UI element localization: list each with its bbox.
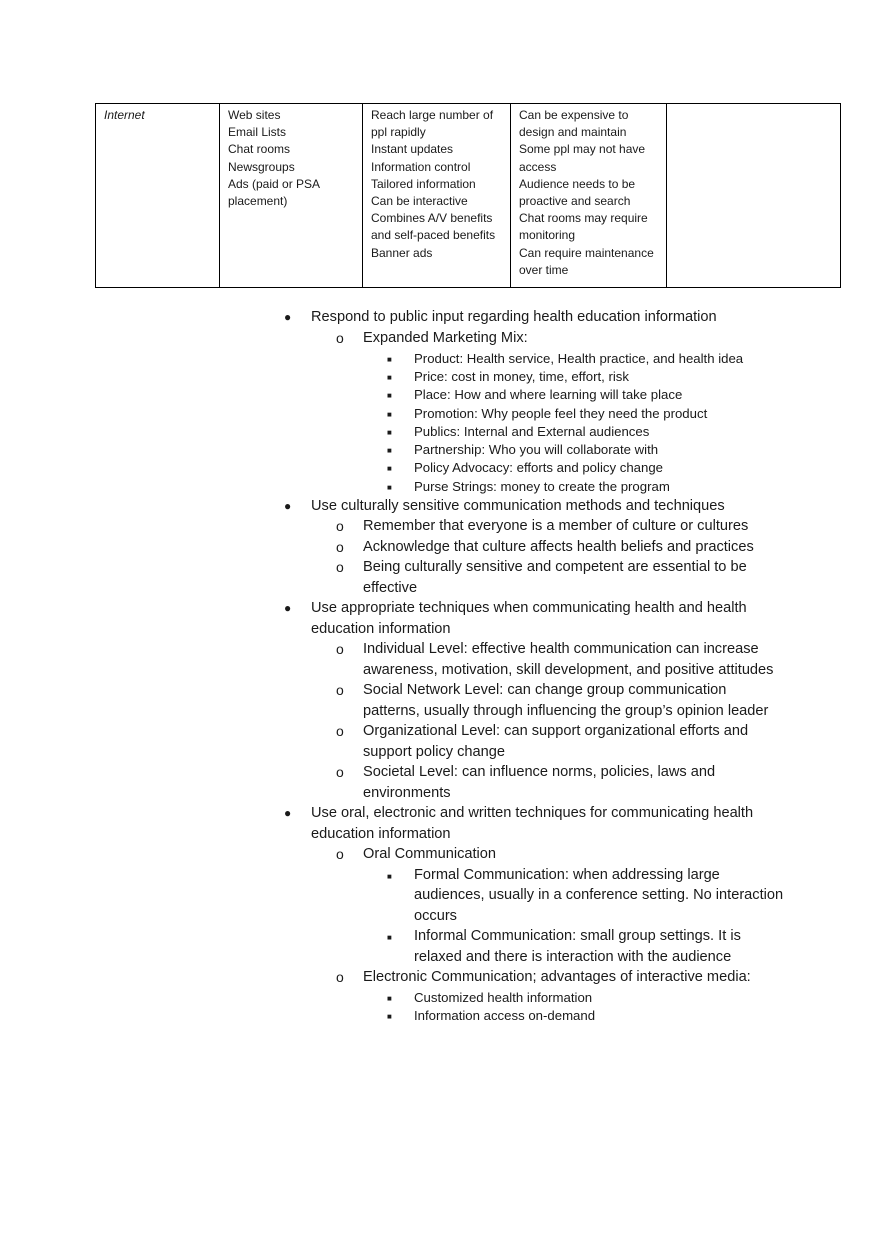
advantage-line: Banner ads: [371, 245, 433, 260]
list-item: [387, 1008, 596, 1023]
sub-marker: o: [336, 846, 344, 862]
advantage-line: Information control: [371, 159, 471, 174]
list-item-text: Social Network Level: can change group communication: [363, 682, 727, 698]
method-line: Chat rooms: [228, 142, 291, 157]
advantage-line: Tailored information: [371, 176, 476, 191]
disadvantage-line: Some ppl may not have: [519, 142, 646, 157]
sub-marker: o: [336, 330, 344, 346]
list-item-text: Price: cost in money, time, effort, risk: [414, 369, 629, 384]
list-item: [336, 559, 747, 575]
list-item-continuation: [311, 826, 451, 842]
list-item: [284, 600, 747, 616]
method-line: Web sites: [228, 108, 281, 122]
list-item-continuation: [414, 887, 783, 903]
list-item-text: Promotion: Why people feel they need the product: [414, 406, 708, 421]
list-item-text: Individual Level: effective health communication can increase: [363, 641, 759, 657]
list-item-text: environments: [363, 785, 451, 801]
list-item: [336, 682, 727, 698]
advantage-line: Reach large number of: [371, 108, 494, 122]
list-item-text: support policy change: [363, 744, 505, 760]
list-item-text: education information: [311, 621, 451, 637]
list-item-text: Electronic Communication; advantages of interactive media:: [363, 969, 751, 985]
square-marker: ■: [387, 355, 392, 364]
list-item-continuation: [363, 662, 773, 678]
list-item-text: Organizational Level: can support organizational efforts and: [363, 723, 749, 739]
sub-marker: o: [336, 559, 344, 575]
sub-marker: o: [336, 764, 344, 780]
disadvantages-cell: [511, 104, 667, 288]
list-item: [387, 928, 741, 944]
list-item-text: Expanded Marketing Mix:: [363, 330, 528, 346]
sub-marker: o: [336, 682, 344, 698]
list-item-text: Policy Advocacy: efforts and policy change: [414, 460, 663, 475]
list-item: [284, 805, 754, 821]
list-item-text: effective: [363, 580, 418, 596]
method-line: placement): [228, 194, 288, 209]
list-item: [387, 442, 659, 457]
advantage-line: Can be interactive: [371, 194, 468, 209]
disadvantage-line: Can require maintenance: [519, 245, 654, 260]
bullet-marker: ●: [284, 601, 292, 615]
list-item: [387, 369, 629, 384]
square-marker: ■: [387, 428, 392, 437]
list-item: [387, 387, 683, 402]
square-marker: ■: [387, 933, 392, 942]
disadvantage-line: access: [519, 159, 557, 174]
square-marker: ■: [387, 464, 392, 473]
list-item-text: Oral Communication: [363, 846, 497, 862]
list-item: [336, 518, 749, 534]
list-item: [387, 479, 670, 494]
list-item: [284, 498, 725, 514]
advantage-line: Combines A/V benefits: [371, 211, 493, 226]
list-item-text: Purse Strings: money to create the program: [414, 479, 670, 494]
list-item: [387, 460, 663, 475]
list-item: [336, 539, 754, 555]
list-item-text: Partnership: Who you will collaborate with: [414, 442, 659, 457]
table-row: [96, 104, 841, 288]
list-item-text: Use oral, electronic and written techniques for communicating health: [311, 805, 754, 821]
list-item-text: patterns, usually through influencing the group’s opinion leader: [363, 703, 769, 719]
list-item-text: Use appropriate techniques when communicating health and health: [311, 600, 747, 616]
list-item-text: Informal Communication: small group settings. It is: [414, 928, 741, 944]
list-item-text: audiences, usually in a conference setting. No interaction: [414, 887, 784, 903]
bullet-marker: ●: [284, 310, 292, 324]
list-item: [336, 846, 497, 862]
list-item: [336, 764, 716, 780]
list-item-continuation: [363, 703, 768, 719]
list-item-text: Place: How and where learning will take place: [414, 387, 683, 402]
list-item: [387, 351, 744, 366]
list-item-continuation: [414, 908, 457, 924]
list-item: [284, 309, 717, 325]
bullet-marker: ●: [284, 499, 292, 513]
square-marker: ■: [387, 994, 392, 1003]
methods-cell: [220, 104, 363, 288]
list-item-text: education information: [311, 826, 451, 842]
square-marker: ■: [387, 391, 392, 400]
method-line: Email Lists: [228, 125, 287, 140]
disadvantage-line: Can be expensive to: [519, 108, 629, 122]
list-item-text: Acknowledge that culture affects health beliefs and practices: [363, 539, 754, 555]
list-item: [336, 641, 759, 657]
advantage-line: ppl rapidly: [371, 125, 426, 140]
list-item-continuation: [363, 785, 451, 801]
bullet-marker: ●: [284, 806, 292, 820]
method-line: Ads (paid or PSA: [228, 176, 321, 191]
method-line: Newsgroups: [228, 159, 295, 174]
sub-marker: o: [336, 969, 344, 985]
list-item-text: Product: Health service, Health practice, and health idea: [414, 351, 744, 366]
list-item: [336, 330, 528, 346]
list-item-text: Respond to public input regarding health education information: [311, 309, 717, 325]
list-item: [387, 990, 593, 1005]
sub-marker: o: [336, 723, 344, 739]
sub-marker: o: [336, 641, 344, 657]
square-marker: ■: [387, 483, 392, 492]
channel-name: Internet: [104, 108, 145, 122]
sub-marker: o: [336, 518, 344, 534]
list-item-text: Remember that everyone is a member of culture or cultures: [363, 518, 749, 534]
disadvantage-line: Chat rooms may require: [519, 211, 648, 226]
disadvantage-line: Audience needs to be: [519, 176, 636, 191]
advantage-line: Instant updates: [371, 142, 454, 157]
list-item-continuation: [414, 949, 731, 965]
sub-marker: o: [336, 539, 344, 555]
disadvantage-line: monitoring: [519, 228, 576, 243]
square-marker: ■: [387, 1012, 392, 1021]
list-item-continuation: [311, 621, 451, 637]
square-marker: ■: [387, 373, 392, 382]
disadvantage-line: over time: [519, 262, 569, 277]
communication-channel-table: [95, 103, 841, 288]
list-item: [336, 723, 749, 739]
list-item-text: Formal Communication: when addressing large: [414, 867, 720, 883]
list-item: [387, 867, 720, 883]
square-marker: ■: [387, 446, 392, 455]
list-item-text: relaxed and there is interaction with the audience: [414, 949, 732, 965]
disadvantage-line: design and maintain: [519, 125, 627, 140]
list-item-text: awareness, motivation, skill development, and positive attitudes: [363, 662, 774, 678]
list-item: [387, 406, 708, 421]
square-marker: ■: [387, 872, 392, 881]
list-item-text: Societal Level: can influence norms, policies, laws and: [363, 764, 716, 780]
list-item-continuation: [363, 580, 417, 596]
list-item-text: Information access on-demand: [414, 1008, 596, 1023]
list-item-text: Being culturally sensitive and competent are essential to be: [363, 559, 747, 575]
advantage-line: and self-paced benefits: [371, 228, 496, 243]
list-item: [387, 424, 650, 439]
list-item-text: occurs: [414, 908, 457, 924]
channel-cell: [96, 104, 220, 288]
square-marker: ■: [387, 410, 392, 419]
list-item-text: Customized health information: [414, 990, 593, 1005]
advantages-cell: [363, 104, 511, 288]
list-item: [336, 969, 751, 985]
disadvantage-line: proactive and search: [519, 194, 631, 209]
list-item-continuation: [363, 744, 505, 760]
list-item-text: Use culturally sensitive communication methods and techniques: [311, 498, 725, 514]
notes-cell: [667, 104, 841, 288]
list-item-text: Publics: Internal and External audiences: [414, 424, 650, 439]
